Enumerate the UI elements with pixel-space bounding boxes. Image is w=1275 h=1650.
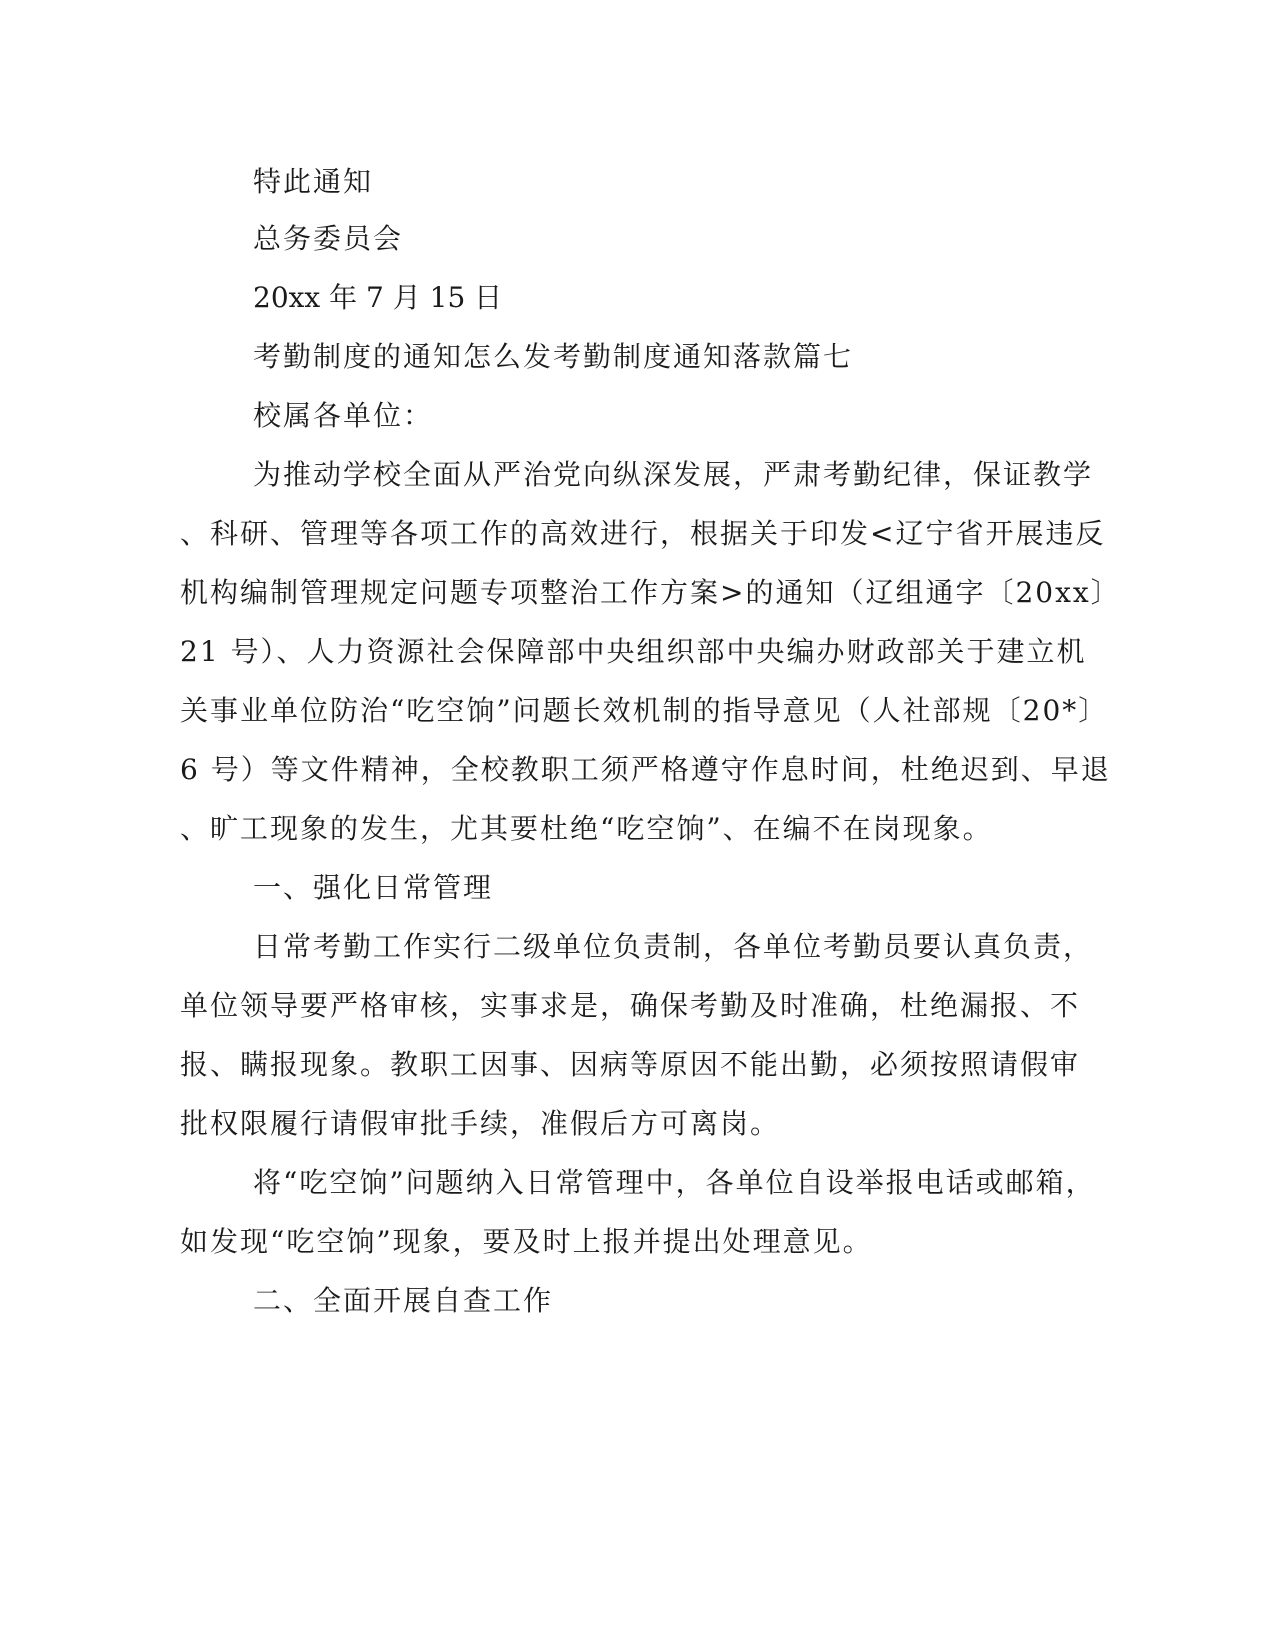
section-title: 考勤制度的通知怎么发考勤制度通知落款篇七 [253, 340, 854, 373]
signature-organization: 总务委员会 [253, 222, 404, 255]
paragraph-line: 、科研、管理等各项工作的高效进行，根据关于印发<辽宁省开展违反 [180, 517, 1106, 550]
paragraph-line: 21 号）、人力资源社会保障部中央组织部中央编办财政部关于建立机 [180, 635, 1087, 668]
paragraph-line: 批权限履行请假审批手续，准假后方可离岗。 [180, 1107, 781, 1140]
heading-self-inspection: 二、全面开展自查工作 [253, 1284, 554, 1317]
paragraph-line: 为推动学校全面从严治党向纵深发展，严肃考勤纪律，保证教学 [253, 458, 1094, 491]
paragraph-line: 如发现“吃空饷”现象，要及时上报并提出处理意见。 [180, 1225, 873, 1258]
paragraph-line: 、旷工现象的发生，尤其要杜绝“吃空饷”、在编不在岗现象。 [180, 812, 993, 845]
closing-text: 特此通知 [253, 165, 374, 198]
paragraph-line: 6 号）等文件精神，全校教职工须严格遵守作息时间，杜绝迟到、早退 [180, 753, 1111, 786]
paragraph-line: 关事业单位防治“吃空饷”问题长效机制的指导意见（人社部规〔20*〕 [180, 694, 1109, 727]
salutation: 校属各单位： [253, 399, 434, 432]
signature-date: 20xx 年 7 月 15 日 [253, 281, 503, 314]
paragraph-line: 报、瞒报现象。教职工因事、因病等原因不能出勤，必须按照请假审 [180, 1048, 1081, 1081]
paragraph-line: 将“吃空饷”问题纳入日常管理中，各单位自设举报电话或邮箱， [253, 1166, 1096, 1199]
paragraph-line: 机构编制管理规定问题专项整治工作方案>的通知（辽组通字〔20xx〕 [180, 576, 1121, 609]
paragraph-line: 单位领导要严格审核，实事求是，确保考勤及时准确，杜绝漏报、不 [180, 989, 1081, 1022]
paragraph-line: 日常考勤工作实行二级单位负责制，各单位考勤员要认真负责， [253, 930, 1094, 963]
heading-daily-management: 一、强化日常管理 [253, 871, 494, 904]
